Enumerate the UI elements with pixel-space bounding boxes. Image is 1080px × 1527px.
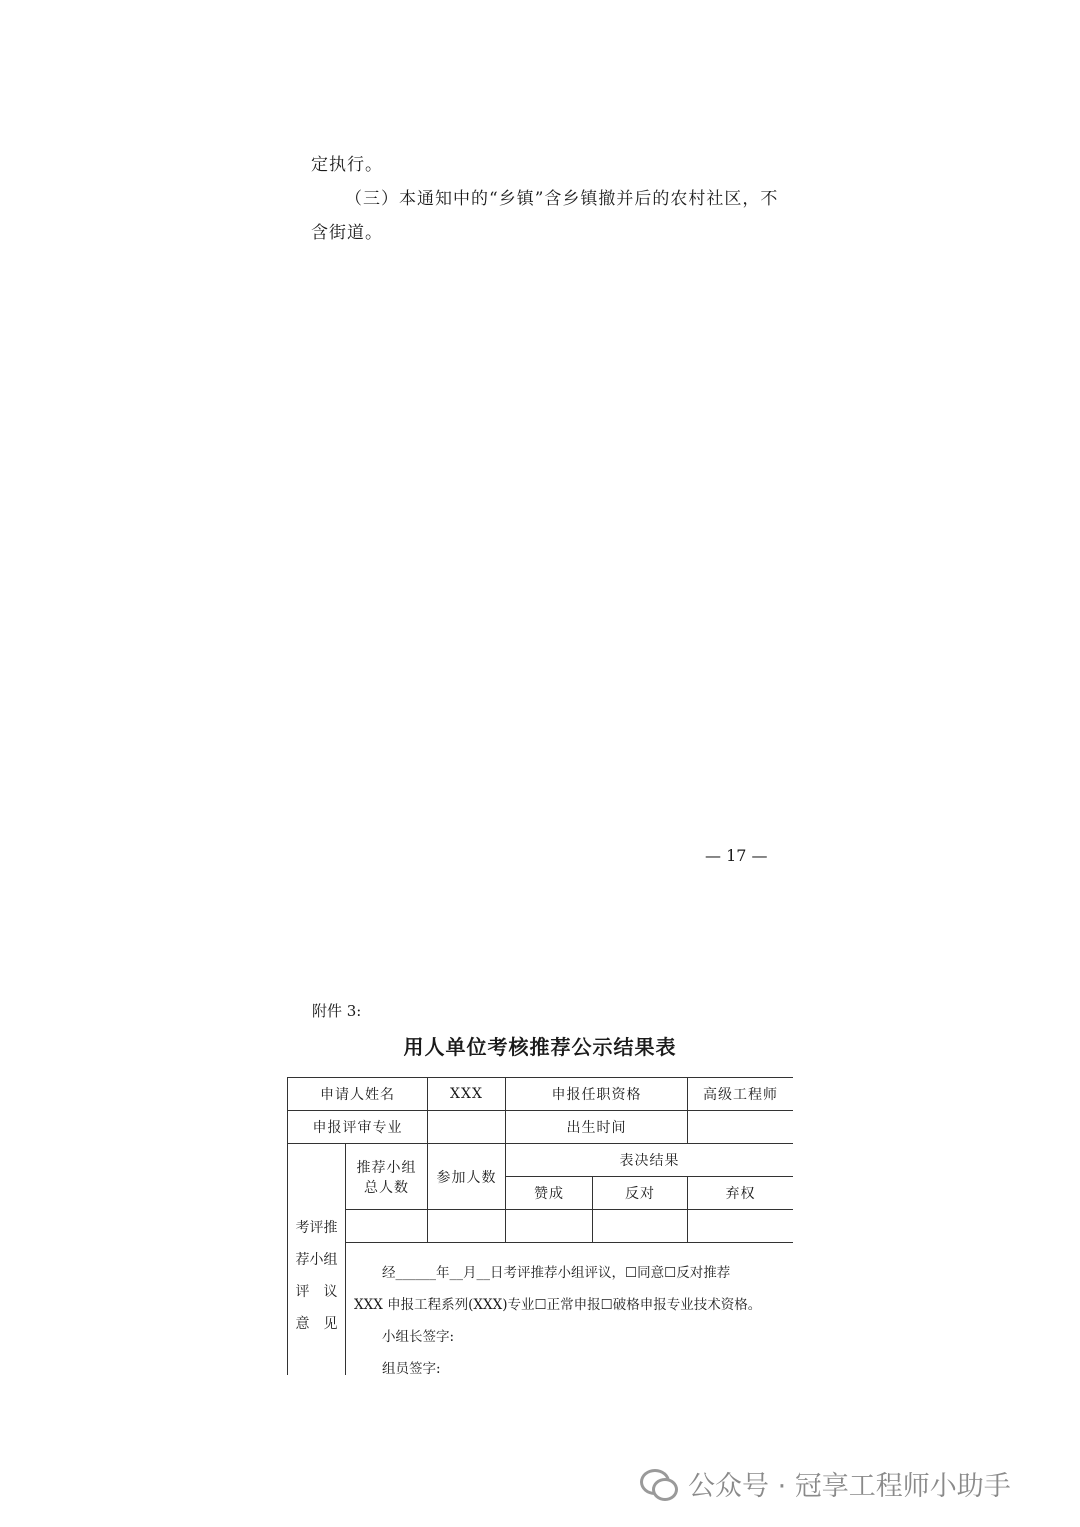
- group-total-header: [346, 1144, 428, 1210]
- result-table-container: [287, 1077, 793, 1375]
- specialty-label: 申报评审专业: [288, 1111, 428, 1144]
- page-17-body: [311, 148, 781, 250]
- table-row: [288, 1210, 794, 1243]
- table-row: [288, 1243, 794, 1376]
- table-row: [288, 1144, 794, 1177]
- leader-signature: 小组长签字:: [382, 1329, 455, 1345]
- attachment-label: 附件 3:: [312, 1002, 362, 1020]
- approve-value: [506, 1210, 593, 1243]
- watermark-text: 公众号 · 冠享工程师小助手: [688, 1470, 1011, 1502]
- applicant-name-value: XXX: [428, 1078, 506, 1111]
- abstain-header: 弃权: [688, 1177, 794, 1210]
- member-signature: 组员签字:: [382, 1361, 441, 1375]
- header-line: 总人数: [364, 1179, 409, 1196]
- participants-header: 参加人数: [428, 1144, 506, 1210]
- table-row: [288, 1111, 794, 1144]
- group-total-value: [346, 1210, 428, 1243]
- paragraph-line: （三）本通知中的“乡镇”含乡镇撤并后的农村社区，不: [345, 189, 779, 209]
- section-label-line: 意 见: [295, 1315, 338, 1332]
- opinion-cell: [346, 1243, 794, 1376]
- section-label-line: 荐小组: [295, 1251, 338, 1268]
- opinion-line: 经______年__月__日考评推荐小组评议，☐同意☐反对推荐: [382, 1265, 731, 1281]
- birth-value: [688, 1111, 794, 1144]
- vote-result-header: 表决结果: [506, 1144, 794, 1177]
- abstain-value: [688, 1210, 794, 1243]
- paragraph-line: 定执行。: [311, 155, 383, 175]
- birth-label: 出生时间: [506, 1111, 688, 1144]
- qualification-value: 高级工程师: [688, 1078, 794, 1111]
- header-line: 推荐小组: [356, 1159, 417, 1176]
- page-number: — 17 —: [705, 846, 768, 865]
- oppose-header: 反对: [593, 1177, 688, 1210]
- wechat-icon: [640, 1467, 678, 1499]
- section-label-line: 评 议: [295, 1283, 338, 1300]
- qualification-label: 申报任职资格: [506, 1078, 688, 1111]
- approve-header: 赞成: [506, 1177, 593, 1210]
- participants-value: [428, 1210, 506, 1243]
- watermark: [640, 1458, 1011, 1508]
- form-title: 用人单位考核推荐公示结果表: [403, 1035, 677, 1059]
- oppose-value: [593, 1210, 688, 1243]
- applicant-name-label: 申请人姓名: [288, 1078, 428, 1111]
- result-table: [287, 1077, 793, 1375]
- specialty-value: [428, 1111, 506, 1144]
- opinion-line: XXX 申报工程系列(XXX)专业☐正常申报☐破格申报专业技术资格。: [354, 1297, 762, 1313]
- section-label: [288, 1144, 346, 1376]
- paragraph-line: 含街道。: [311, 223, 383, 243]
- section-label-line: 考评推: [295, 1219, 338, 1236]
- table-row: [288, 1078, 794, 1111]
